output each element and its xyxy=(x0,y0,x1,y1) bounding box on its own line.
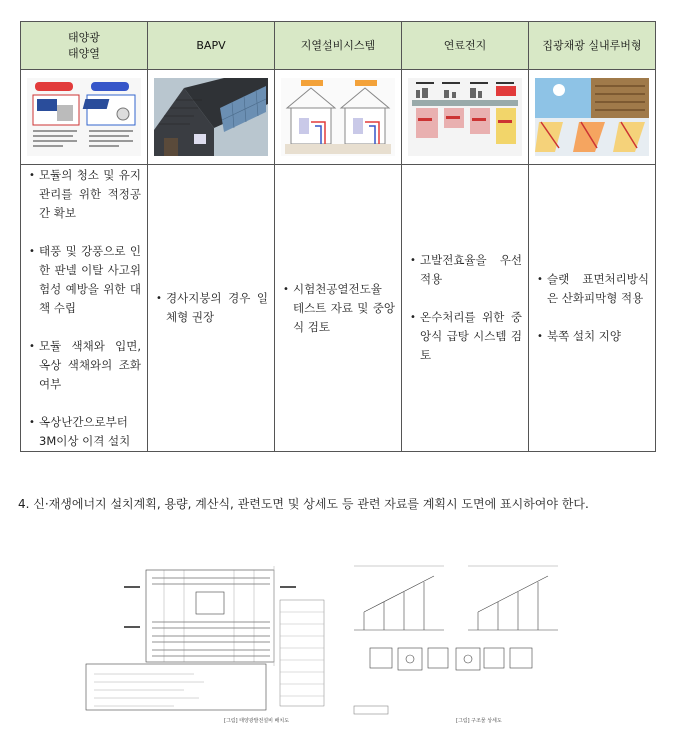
notes-list-geothermal xyxy=(275,280,401,337)
list-item: • 북쪽 설치 지양 xyxy=(539,327,649,346)
notes-list-louver xyxy=(529,270,655,346)
notes-cell-solar xyxy=(21,165,148,452)
notes-list-solar xyxy=(21,166,147,451)
list-item: • 시험천공열전도율 테스트 자료 및 중앙식 검토 xyxy=(285,280,395,337)
header-louver-label: 집광채광 실내루버형 xyxy=(542,38,642,52)
right-drawing-caption: [그림] 구조물 상세도 xyxy=(456,718,502,724)
image-cell-geothermal xyxy=(275,70,402,165)
light-louver-diagram xyxy=(535,78,649,156)
engineering-drawings xyxy=(84,556,664,726)
image-cell-bapv xyxy=(148,70,275,165)
header-louver xyxy=(529,22,656,70)
list-item: • 고발전효율을 우선 적용 xyxy=(412,251,522,289)
list-item: • 슬랫 표면처리방식은 산화피막형 적용 xyxy=(539,270,649,308)
notes-cell-fuel-cell xyxy=(402,165,529,452)
solar-panel-diagram xyxy=(27,78,141,156)
image-cell-louver xyxy=(529,70,656,165)
notes-cell-louver xyxy=(529,165,656,452)
header-geothermal xyxy=(275,22,402,70)
section-paragraph: 4. 신·재생에너지 설치계획, 용량, 계산식, 관련도면 및 상세도 등 관련 자료를 계획시 도면에 표시하여야 한다. xyxy=(18,497,589,511)
geothermal-diagram xyxy=(281,78,395,156)
renewable-energy-table xyxy=(20,21,656,452)
header-fuel-cell-label: 연료전지 xyxy=(443,38,487,52)
list-item: • 모듈 색채와 입면, 옥상 색채와의 조화 여부 xyxy=(31,337,141,394)
table-notes-row xyxy=(21,165,656,452)
image-cell-solar xyxy=(21,70,148,165)
fuel-cell-chart xyxy=(408,78,522,156)
list-item: • 태풍 및 강풍으로 인한 판넬 이탈 사고위험성 예방을 위한 대책 수립 xyxy=(31,242,141,318)
header-bapv-label: BAPV xyxy=(196,38,226,52)
list-item: • 옥상난간으로부터 3M이상 이격 설치 xyxy=(31,413,141,451)
left-drawing-caption: [그림] 태양광발전설비 배치도 xyxy=(224,718,290,724)
header-bapv xyxy=(148,22,275,70)
notes-list-fuel-cell xyxy=(402,251,528,365)
header-fuel-cell xyxy=(402,22,529,70)
list-item: • 모듈의 청소 및 유지 관리를 위한 적정공간 확보 xyxy=(31,166,141,223)
image-cell-fuel-cell xyxy=(402,70,529,165)
header-solar xyxy=(21,22,148,70)
notes-cell-geothermal xyxy=(275,165,402,452)
header-solar-line1: 태양광 xyxy=(68,30,100,44)
spec-sheet-drawing xyxy=(280,600,324,706)
table-image-row xyxy=(21,70,656,165)
table-header-row xyxy=(21,22,656,70)
header-geothermal-label: 지열설비시스템 xyxy=(300,38,376,52)
list-item: • 온수처리를 위한 중앙식 급탕 시스템 검토 xyxy=(412,308,522,365)
header-solar-line2: 태양열 xyxy=(68,46,100,60)
house-roof-photo xyxy=(154,78,268,156)
notes-cell-bapv xyxy=(148,165,275,452)
notes-list-bapv xyxy=(148,289,274,327)
floor-plan-drawing xyxy=(86,566,274,710)
list-item: • 경사지붕의 경우 일체형 권장 xyxy=(158,289,268,327)
structure-elevation-drawing xyxy=(354,566,558,714)
